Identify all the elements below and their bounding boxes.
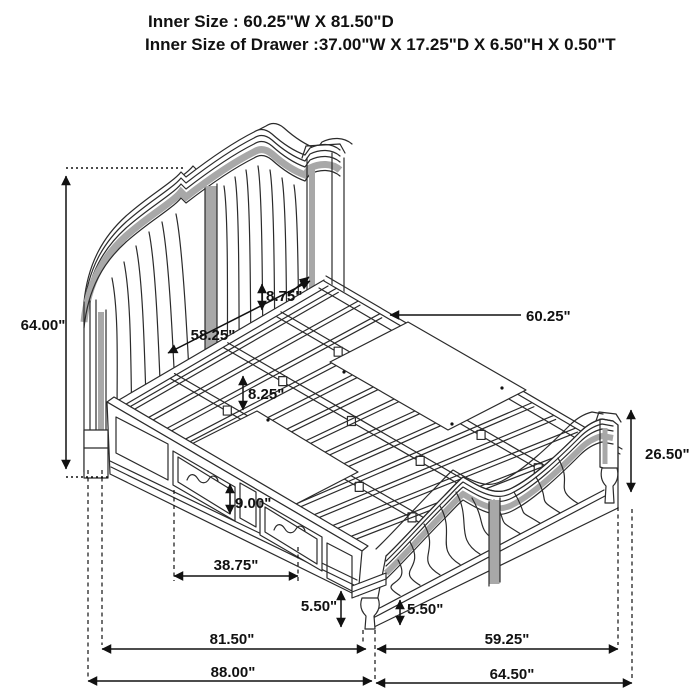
dim-drawer-section-label: 38.75" [213,557,259,574]
dim-first-slat-gap-label: 8.75" [266,288,303,305]
dim-right-leg-label: 5.50" [407,601,444,618]
inner-size-title: Inner Size : 60.25"W X 81.50"D [148,12,394,31]
dim-headboard-height-label: 64.00" [20,317,66,334]
dim-drawer-height-label: 9.00" [235,495,272,512]
drawer-size-title: Inner Size of Drawer :37.00"W X 17.25"D X 6.50"H X 0.50"T [145,35,616,54]
dim-overall-depth-label: 88.00" [210,664,256,681]
dim-slat-gap-label: 8.25" [248,386,285,403]
dim-slat-length-label: 58.25" [190,327,236,344]
dim-inner-width-label: 60.25" [526,308,571,325]
dim-footboard-height-label: 26.50" [645,446,690,463]
dim-left-leg-label: 5.50" [300,598,338,615]
dim-side-rail-length-label: 81.50" [209,631,255,648]
dim-overall-width-label: 64.50" [489,666,535,683]
dim-footboard-side-label: 59.25" [484,631,530,648]
